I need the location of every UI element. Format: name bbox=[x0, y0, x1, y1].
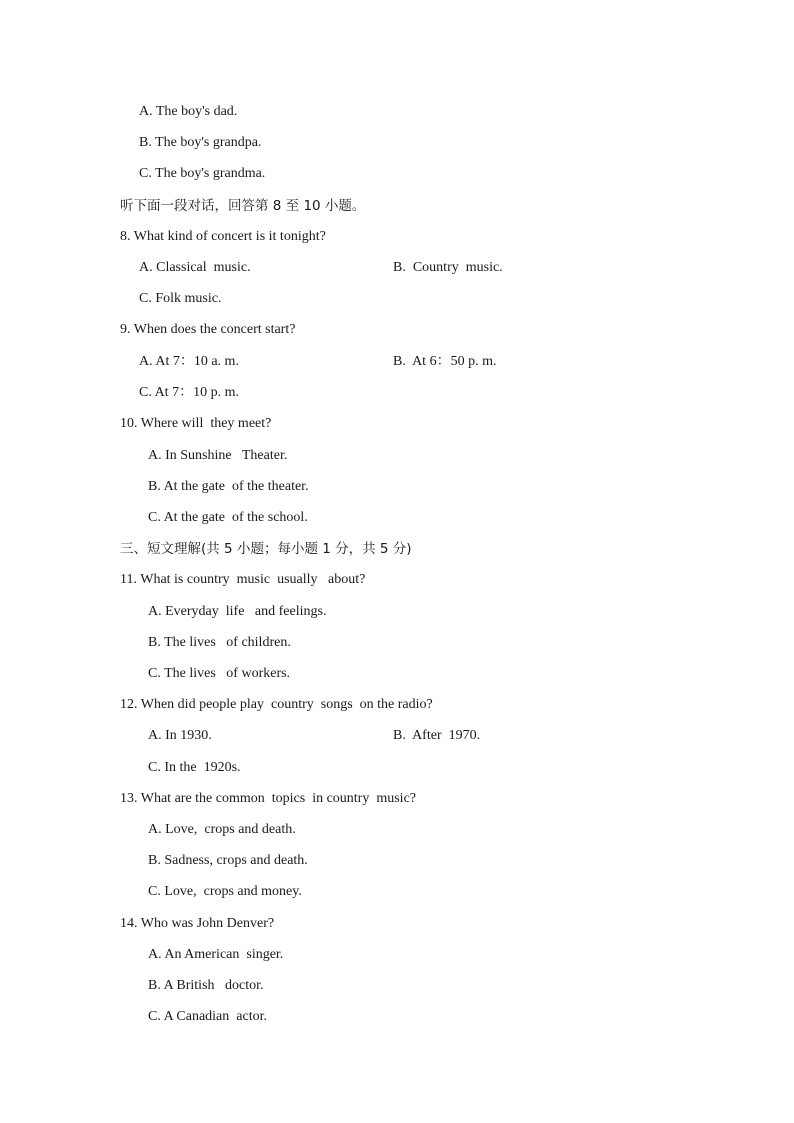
option-q7-a: A. The boy's dad. bbox=[139, 104, 238, 119]
option-q13-a: A. Love, crops and death. bbox=[148, 822, 296, 837]
option-q9-b: B. At 6：50 p. m. bbox=[393, 354, 497, 369]
option-q10-c: C. At the gate of the school. bbox=[148, 510, 308, 525]
option-q7-b: B. The boy's grandpa. bbox=[139, 135, 262, 150]
option-q12-c: C. In the 1920s. bbox=[148, 760, 241, 775]
option-q14-c: C. A Canadian actor. bbox=[148, 1009, 267, 1024]
option-q10-b: B. At the gate of the theater. bbox=[148, 479, 309, 494]
option-q7-c: C. The boy's grandma. bbox=[139, 166, 266, 181]
option-q11-a: A. Everyday life and feelings. bbox=[148, 604, 327, 619]
option-q12-a: A. In 1930. bbox=[148, 728, 212, 743]
question-11: 11. What is country music usually about? bbox=[120, 572, 366, 587]
option-q8-b: B. Country music. bbox=[393, 260, 503, 275]
question-12: 12. When did people play country songs on the radio? bbox=[120, 697, 433, 712]
option-q10-a: A. In Sunshine Theater. bbox=[148, 448, 288, 463]
option-q11-b: B. The lives of children. bbox=[148, 635, 291, 650]
option-q13-c: C. Love, crops and money. bbox=[148, 884, 302, 899]
question-13: 13. What are the common topics in country music? bbox=[120, 791, 417, 806]
question-10: 10. Where will they meet? bbox=[120, 416, 272, 431]
question-8: 8. What kind of concert is it tonight? bbox=[120, 229, 326, 244]
question-14: 14. Who was John Denver? bbox=[120, 916, 275, 931]
option-q14-b: B. A British doctor. bbox=[148, 978, 264, 993]
option-q9-a: A. At 7：10 a. m. bbox=[139, 354, 239, 369]
option-q9-c: C. At 7：10 p. m. bbox=[139, 385, 239, 400]
section-heading: 三、短文理解(共 5 小题；每小题 1 分，共 5 分) bbox=[120, 541, 412, 557]
option-q14-a: A. An American singer. bbox=[148, 947, 284, 962]
option-q8-c: C. Folk music. bbox=[139, 291, 222, 306]
option-q12-b: B. After 1970. bbox=[393, 728, 481, 743]
option-q8-a: A. Classical music. bbox=[139, 260, 251, 275]
question-9: 9. When does the concert start? bbox=[120, 322, 296, 337]
option-q13-b: B. Sadness, crops and death. bbox=[148, 853, 308, 868]
section-instruction: 听下面一段对话，回答第 8 至 10 小题。 bbox=[120, 198, 366, 214]
option-q11-c: C. The lives of workers. bbox=[148, 666, 291, 681]
